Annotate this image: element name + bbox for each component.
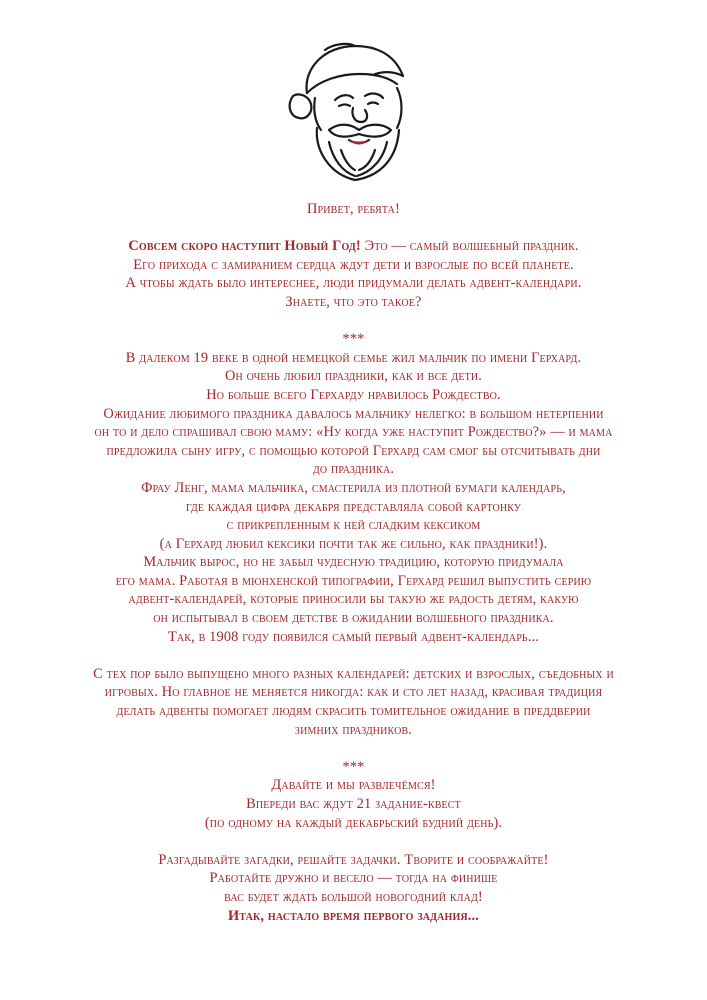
- story-line: Так, в 1908 году появился самый первый адвент-календарь...: [167, 628, 540, 645]
- history-line: зимних праздников.: [294, 721, 413, 738]
- history-line: игровых. Но главное не меняется никогда: как и сто лет назад, красивая традиция: [104, 684, 603, 701]
- story-line: он испытывал в своем детстве в ожидании волшебного праздника.: [153, 610, 554, 627]
- closing-line: [30, 907, 677, 926]
- story-line: Он очень любил праздники, как и все дети.: [224, 368, 483, 385]
- story-line: он то и дело спрашивал свою маму: «Ну когда уже наступит Рождество?» — и мама: [94, 424, 613, 441]
- story-line: его мама. Работая в мюнхенской типографии, Герхард решил выпустить серию: [115, 572, 592, 589]
- santa-claus-icon: [285, 38, 425, 188]
- separator: ***: [342, 331, 365, 348]
- story-line: Мальчик вырос, но не забыл чудесную традицию, которую придумала: [143, 554, 564, 571]
- quest-line: (по одному на каждый декабрьский будний день).: [204, 814, 503, 831]
- intro-lead-rest: Это — самый волшебный праздник.: [360, 238, 579, 255]
- quest-line: Впереди вас ждут 21 задание-квест: [246, 796, 461, 812]
- story-line: В далеком 19 веке в одной немецкой семье жил мальчик по имени Герхард.: [125, 349, 582, 366]
- story-line: Фрау Ленг, мама мальчика, смастерила из плотной бумаги календарь,: [141, 479, 566, 496]
- intro-line-4: Знаете, что это такое?: [285, 293, 422, 310]
- history-line: делать адвенты помогает людям скрасить томительное ожидание в преддверии: [116, 703, 591, 720]
- closing-bold: Итак, настало время первого задания...: [227, 907, 480, 924]
- quest-line: Давайте и мы развлечёмся!: [271, 777, 436, 794]
- story-line: (а Герхард любил кексики почти так же сильно, как праздники!).: [159, 535, 548, 552]
- story-line: где каждая цифра декабря представляла собой картонку: [185, 498, 522, 515]
- letter-text: [30, 200, 677, 925]
- finale-line: Работайте дружно и весело — тогда на финише: [209, 870, 498, 887]
- history-line: С тех пор было выпущено много разных календарей: детских и взрослых, съедобных и: [93, 665, 614, 682]
- story-line: предложила сыну игру, с помощью которой Герхард сам смог бы отсчитывать дни: [106, 442, 601, 459]
- story-line: Ожидание любимого праздника давалось мальчику нелегко: в большом нетерпении: [103, 405, 604, 422]
- intro-line-3: А чтобы ждать было интереснее, люди придумали делать адвент-календари.: [125, 275, 582, 292]
- story-line: Но больше всего Герхарду нравилось Рождество.: [206, 386, 501, 403]
- story-line: с прикрепленным к ней сладким кексиком: [226, 517, 481, 534]
- story-line: до праздника.: [312, 461, 395, 478]
- finale-line: вас будет ждать большой новогодний клад!: [224, 888, 483, 905]
- intro-line-1: [30, 237, 677, 256]
- intro-line-2: Его прихода с замиранием сердца ждут дети и взрослые по всей планете.: [133, 256, 574, 273]
- intro-bold-lead: Совсем скоро наступит Новый Год!: [128, 238, 361, 255]
- separator: ***: [342, 758, 365, 775]
- story-line: адвент-календарей, которые приносили бы такую же радость детям, какую: [128, 591, 579, 608]
- finale-line: Разгадывайте загадки, решайте задачки. Творите и соображайте!: [158, 851, 549, 868]
- greeting: Привет, ребята!: [307, 201, 400, 217]
